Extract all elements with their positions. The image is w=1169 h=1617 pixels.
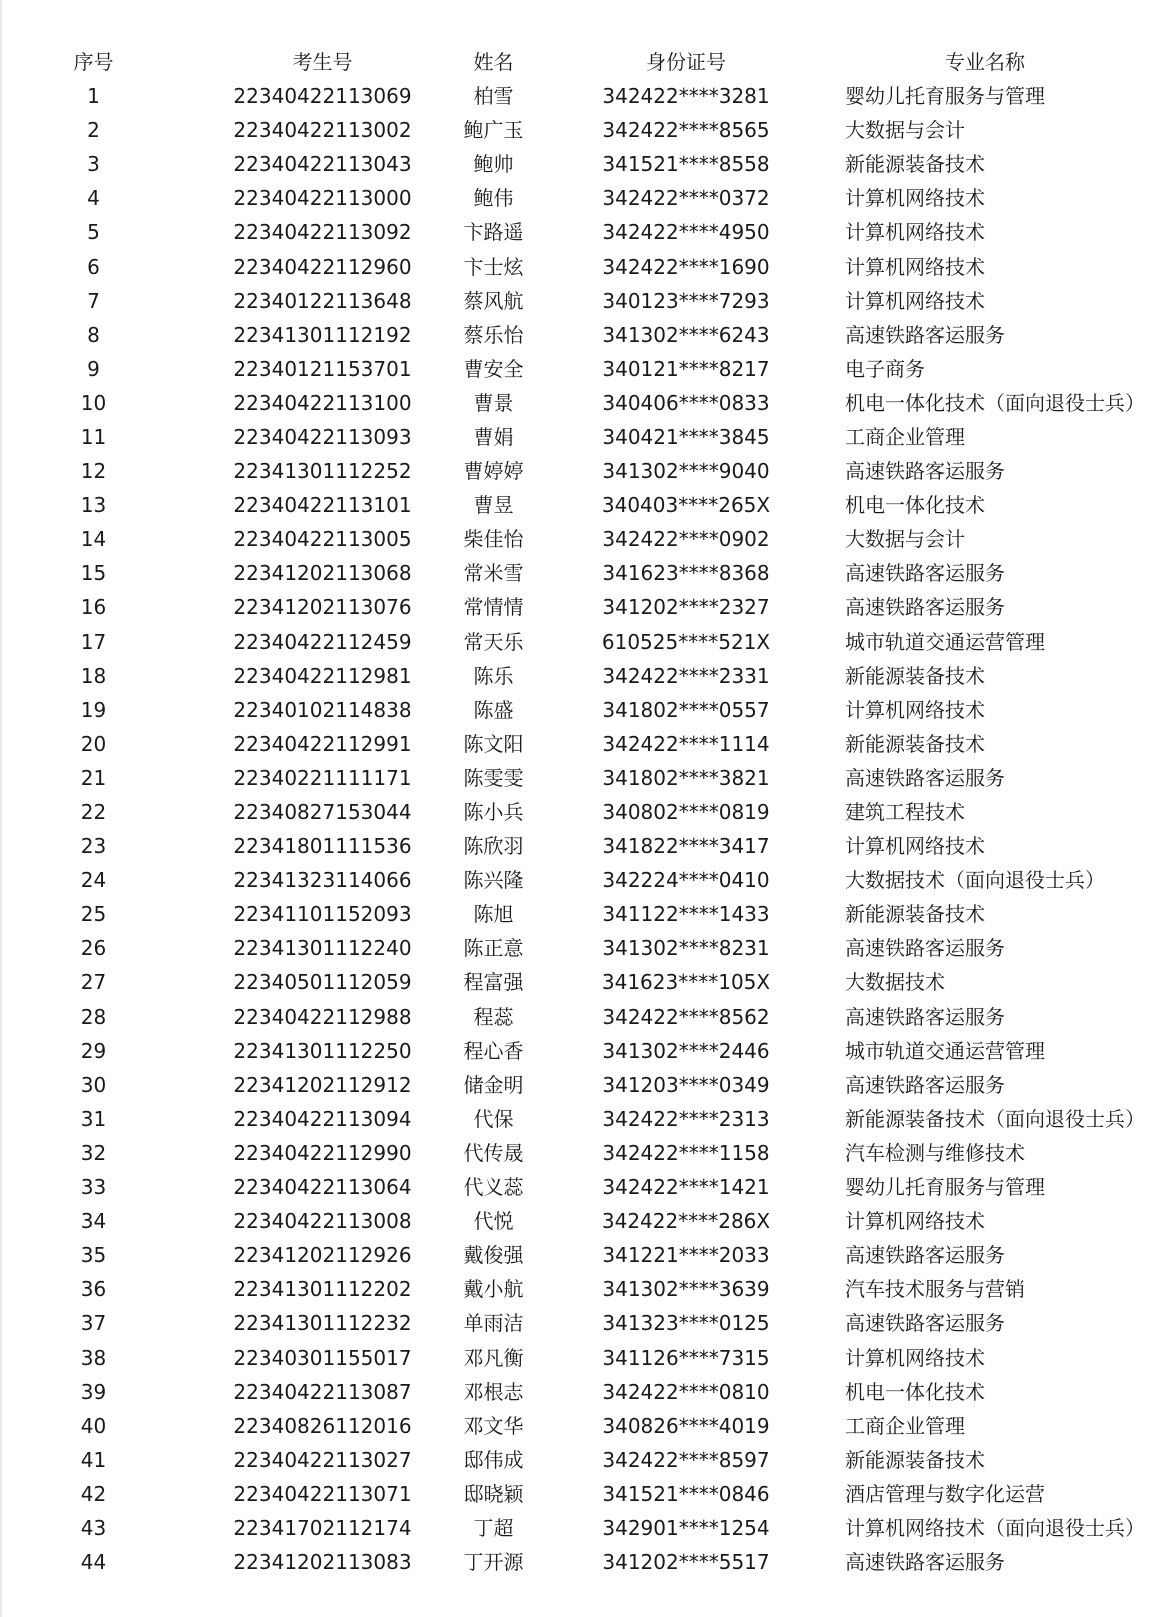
cell-name: 丁开源 bbox=[463, 1550, 524, 1575]
cell-major: 汽车检测与维修技术 bbox=[845, 1140, 1025, 1165]
table-row bbox=[2, 1068, 1169, 1102]
cell-id-no: 341302****9040 bbox=[602, 459, 770, 484]
table-row bbox=[2, 727, 1169, 761]
cell-id-no: 342422****8565 bbox=[602, 118, 770, 143]
cell-exam-no: 22340422113005 bbox=[233, 527, 412, 552]
cell-name: 代保 bbox=[473, 1106, 514, 1131]
cell-exam-no: 22340422113008 bbox=[233, 1209, 412, 1234]
cell-seq: 4 bbox=[87, 186, 100, 211]
cell-id-no: 342422****0372 bbox=[602, 186, 770, 211]
cell-exam-no: 22340102114838 bbox=[233, 697, 412, 722]
cell-name: 邓凡衡 bbox=[463, 1345, 524, 1370]
table-row bbox=[2, 863, 1169, 897]
cell-seq: 12 bbox=[80, 459, 107, 484]
cell-id-no: 341302****3639 bbox=[602, 1277, 770, 1302]
cell-seq: 34 bbox=[80, 1209, 107, 1234]
cell-seq: 36 bbox=[80, 1277, 107, 1302]
cell-exam-no: 22341101152093 bbox=[233, 902, 412, 927]
cell-seq: 9 bbox=[87, 356, 100, 381]
cell-id-no: 342422****286X bbox=[601, 1209, 771, 1234]
cell-id-no: 342422****0810 bbox=[602, 1379, 770, 1404]
cell-id-no: 340802****0819 bbox=[602, 800, 770, 825]
cell-exam-no: 22341202113076 bbox=[233, 595, 412, 620]
column-header-major: 专业名称 bbox=[945, 50, 1025, 74]
cell-exam-no: 22340221111171 bbox=[233, 765, 412, 790]
cell-seq: 10 bbox=[80, 390, 107, 415]
table-row bbox=[2, 249, 1169, 283]
cell-major: 高速铁路客运服务 bbox=[845, 322, 1005, 347]
cell-name: 邸伟成 bbox=[463, 1447, 524, 1472]
table-row bbox=[2, 795, 1169, 829]
cell-exam-no: 22340422112459 bbox=[233, 629, 412, 654]
cell-id-no: 340826****4019 bbox=[602, 1413, 770, 1438]
cell-major: 电子商务 bbox=[845, 356, 925, 381]
table-row bbox=[2, 1272, 1169, 1306]
cell-major: 高速铁路客运服务 bbox=[845, 765, 1005, 790]
cell-major: 新能源装备技术 bbox=[845, 152, 985, 177]
table-row bbox=[2, 897, 1169, 931]
table-row bbox=[2, 1443, 1169, 1477]
cell-name: 邓根志 bbox=[463, 1379, 524, 1404]
cell-exam-no: 22341301112202 bbox=[233, 1277, 412, 1302]
cell-seq: 18 bbox=[80, 663, 107, 688]
cell-name: 陈小兵 bbox=[463, 800, 524, 825]
cell-name: 卞路遥 bbox=[463, 220, 524, 245]
cell-id-no: 341202****2327 bbox=[602, 595, 770, 620]
cell-name: 蔡乐怡 bbox=[463, 322, 524, 347]
cell-id-no: 341521****8558 bbox=[602, 152, 770, 177]
cell-name: 鲍伟 bbox=[473, 186, 514, 211]
table-row bbox=[2, 488, 1169, 522]
cell-name: 丁超 bbox=[473, 1515, 514, 1540]
cell-id-no: 342422****1421 bbox=[602, 1175, 770, 1200]
cell-seq: 43 bbox=[80, 1515, 107, 1540]
cell-seq: 7 bbox=[87, 288, 100, 313]
table-row bbox=[2, 454, 1169, 488]
cell-id-no: 341802****0557 bbox=[602, 697, 770, 722]
cell-major: 工商企业管理 bbox=[845, 1413, 965, 1438]
cell-seq: 20 bbox=[80, 731, 107, 756]
cell-exam-no: 22340422113094 bbox=[233, 1106, 412, 1131]
cell-id-no: 342422****1114 bbox=[602, 731, 770, 756]
table-row bbox=[2, 1102, 1169, 1136]
cell-id-no: 342422****2313 bbox=[602, 1106, 770, 1131]
cell-seq: 41 bbox=[80, 1447, 107, 1472]
cell-major: 机电一体化技术（面向退役士兵） bbox=[845, 390, 1145, 415]
cell-seq: 28 bbox=[80, 1004, 107, 1029]
cell-name: 陈兴隆 bbox=[463, 868, 524, 893]
table-row bbox=[2, 147, 1169, 181]
cell-exam-no: 22340422112990 bbox=[233, 1140, 412, 1165]
cell-exam-no: 22341323114066 bbox=[233, 868, 412, 893]
cell-id-no: 340406****0833 bbox=[602, 390, 770, 415]
cell-name: 陈文阳 bbox=[463, 731, 524, 756]
cell-seq: 11 bbox=[80, 424, 107, 449]
cell-exam-no: 22340422112981 bbox=[233, 663, 412, 688]
cell-name: 柏雪 bbox=[473, 84, 514, 109]
cell-major: 计算机网络技术 bbox=[845, 220, 985, 245]
table-row bbox=[2, 1000, 1169, 1034]
cell-major: 计算机网络技术 bbox=[845, 834, 985, 859]
cell-seq: 42 bbox=[80, 1481, 107, 1506]
cell-id-no: 341302****2446 bbox=[602, 1038, 770, 1063]
cell-seq: 8 bbox=[87, 322, 100, 347]
column-header-exam-no: 考生号 bbox=[292, 50, 353, 74]
cell-major: 高速铁路客运服务 bbox=[845, 936, 1005, 961]
cell-major: 新能源装备技术 bbox=[845, 663, 985, 688]
cell-major: 大数据技术（面向退役士兵） bbox=[845, 868, 1105, 893]
cell-id-no: 340403****265X bbox=[601, 493, 771, 518]
table-row bbox=[2, 318, 1169, 352]
cell-major: 机电一体化技术 bbox=[845, 493, 985, 518]
cell-id-no: 341302****6243 bbox=[602, 322, 770, 347]
cell-exam-no: 22340122113648 bbox=[233, 288, 412, 313]
table-row bbox=[2, 1511, 1169, 1545]
cell-major: 新能源装备技术（面向退役士兵） bbox=[845, 1106, 1145, 1131]
cell-major: 机电一体化技术 bbox=[845, 1379, 985, 1404]
cell-major: 汽车技术服务与营销 bbox=[845, 1277, 1025, 1302]
cell-seq: 13 bbox=[80, 493, 107, 518]
cell-name: 陈乐 bbox=[473, 663, 514, 688]
cell-seq: 44 bbox=[80, 1550, 107, 1575]
cell-major: 高速铁路客运服务 bbox=[845, 1550, 1005, 1575]
cell-name: 曹娟 bbox=[473, 424, 514, 449]
cell-seq: 38 bbox=[80, 1345, 107, 1370]
cell-name: 常米雪 bbox=[463, 561, 524, 586]
cell-major: 高速铁路客运服务 bbox=[845, 1243, 1005, 1268]
cell-id-no: 341802****3821 bbox=[602, 765, 770, 790]
cell-exam-no: 22340422113087 bbox=[233, 1379, 412, 1404]
cell-name: 陈雯雯 bbox=[463, 765, 524, 790]
cell-seq: 33 bbox=[80, 1175, 107, 1200]
cell-exam-no: 22341702112174 bbox=[233, 1515, 412, 1540]
cell-exam-no: 22340422112988 bbox=[233, 1004, 412, 1029]
cell-id-no: 342422****2331 bbox=[602, 663, 770, 688]
cell-exam-no: 22340422113092 bbox=[233, 220, 412, 245]
cell-seq: 1 bbox=[87, 84, 100, 109]
column-header-seq: 序号 bbox=[73, 50, 114, 74]
cell-id-no: 340123****7293 bbox=[602, 288, 770, 313]
cell-major: 城市轨道交通运营管理 bbox=[845, 1038, 1045, 1063]
cell-seq: 40 bbox=[80, 1413, 107, 1438]
table-row bbox=[2, 1204, 1169, 1238]
cell-exam-no: 22341301112252 bbox=[233, 459, 412, 484]
cell-name: 程富强 bbox=[463, 970, 524, 995]
cell-id-no: 341202****5517 bbox=[602, 1550, 770, 1575]
cell-id-no: 342224****0410 bbox=[602, 868, 770, 893]
cell-exam-no: 22340422112960 bbox=[233, 254, 412, 279]
cell-major: 高速铁路客运服务 bbox=[845, 1311, 1005, 1336]
cell-seq: 27 bbox=[80, 970, 107, 995]
cell-major: 计算机网络技术 bbox=[845, 288, 985, 313]
cell-seq: 32 bbox=[80, 1140, 107, 1165]
cell-major: 计算机网络技术 bbox=[845, 186, 985, 211]
cell-exam-no: 22340422113000 bbox=[233, 186, 412, 211]
table-row bbox=[2, 1034, 1169, 1068]
table-row bbox=[2, 284, 1169, 318]
cell-major: 新能源装备技术 bbox=[845, 1447, 985, 1472]
cell-name: 鲍广玉 bbox=[463, 118, 524, 143]
cell-exam-no: 22341202112926 bbox=[233, 1243, 412, 1268]
table-row bbox=[2, 556, 1169, 590]
cell-exam-no: 22341202113068 bbox=[233, 561, 412, 586]
cell-name: 常情情 bbox=[463, 595, 524, 620]
cell-seq: 21 bbox=[80, 765, 107, 790]
cell-id-no: 342901****1254 bbox=[602, 1515, 770, 1540]
table-row bbox=[2, 352, 1169, 386]
table-body bbox=[2, 79, 1169, 1579]
cell-id-no: 341221****2033 bbox=[602, 1243, 770, 1268]
cell-name: 代传晟 bbox=[463, 1140, 524, 1165]
cell-exam-no: 22341202113083 bbox=[233, 1550, 412, 1575]
table-row bbox=[2, 420, 1169, 454]
cell-exam-no: 22341301112240 bbox=[233, 936, 412, 961]
cell-major: 计算机网络技术 bbox=[845, 697, 985, 722]
cell-name: 曹婷婷 bbox=[463, 459, 524, 484]
cell-id-no: 342422****3281 bbox=[602, 84, 770, 109]
cell-id-no: 341822****3417 bbox=[602, 834, 770, 859]
cell-id-no: 341122****1433 bbox=[602, 902, 770, 927]
table-row bbox=[2, 1409, 1169, 1443]
cell-id-no: 341623****105X bbox=[601, 970, 771, 995]
cell-major: 婴幼儿托育服务与管理 bbox=[845, 1175, 1045, 1200]
cell-major: 高速铁路客运服务 bbox=[845, 459, 1005, 484]
cell-name: 程蕊 bbox=[473, 1004, 514, 1029]
cell-exam-no: 22340422113027 bbox=[233, 1447, 412, 1472]
cell-major: 新能源装备技术 bbox=[845, 731, 985, 756]
cell-name: 邓文华 bbox=[463, 1413, 524, 1438]
cell-major: 大数据与会计 bbox=[845, 118, 965, 143]
cell-name: 陈旭 bbox=[473, 902, 514, 927]
cell-seq: 29 bbox=[80, 1038, 107, 1063]
table-row bbox=[2, 1375, 1169, 1409]
table-row bbox=[2, 829, 1169, 863]
table-row bbox=[2, 625, 1169, 659]
cell-id-no: 341203****0349 bbox=[602, 1072, 770, 1097]
cell-name: 戴俊强 bbox=[463, 1243, 524, 1268]
table-row bbox=[2, 113, 1169, 147]
cell-seq: 3 bbox=[87, 152, 100, 177]
table-row bbox=[2, 79, 1169, 113]
cell-seq: 24 bbox=[80, 868, 107, 893]
cell-name: 程心香 bbox=[463, 1038, 524, 1063]
cell-exam-no: 22340422113100 bbox=[233, 390, 412, 415]
cell-name: 陈盛 bbox=[473, 697, 514, 722]
cell-seq: 19 bbox=[80, 697, 107, 722]
table-row bbox=[2, 659, 1169, 693]
cell-major: 工商企业管理 bbox=[845, 424, 965, 449]
cell-seq: 2 bbox=[87, 118, 100, 143]
cell-id-no: 342422****1690 bbox=[602, 254, 770, 279]
cell-seq: 16 bbox=[80, 595, 107, 620]
cell-id-no: 341302****8231 bbox=[602, 936, 770, 961]
cell-exam-no: 22341301112192 bbox=[233, 322, 412, 347]
table-row bbox=[2, 386, 1169, 420]
cell-exam-no: 22340422113002 bbox=[233, 118, 412, 143]
cell-id-no: 341126****7315 bbox=[602, 1345, 770, 1370]
cell-exam-no: 22340121153701 bbox=[233, 356, 412, 381]
cell-id-no: 342422****0902 bbox=[602, 527, 770, 552]
column-header-name: 姓名 bbox=[473, 50, 514, 74]
cell-id-no: 610525****521X bbox=[601, 629, 771, 654]
cell-name: 曹安全 bbox=[463, 356, 524, 381]
cell-major: 高速铁路客运服务 bbox=[845, 561, 1005, 586]
cell-id-no: 341521****0846 bbox=[602, 1481, 770, 1506]
table-row bbox=[2, 693, 1169, 727]
cell-major: 计算机网络技术 bbox=[845, 1345, 985, 1370]
cell-name: 陈欣羽 bbox=[463, 834, 524, 859]
cell-major: 酒店管理与数字化运营 bbox=[845, 1481, 1045, 1506]
cell-name: 代悦 bbox=[473, 1209, 514, 1234]
cell-exam-no: 22340501112059 bbox=[233, 970, 412, 995]
cell-name: 曹昱 bbox=[473, 493, 514, 518]
cell-name: 蔡风航 bbox=[463, 288, 524, 313]
table-row bbox=[2, 181, 1169, 215]
cell-id-no: 342422****8597 bbox=[602, 1447, 770, 1472]
table-row bbox=[2, 1545, 1169, 1579]
cell-major: 高速铁路客运服务 bbox=[845, 1004, 1005, 1029]
cell-id-no: 341323****0125 bbox=[602, 1311, 770, 1336]
cell-name: 卞士炫 bbox=[463, 254, 524, 279]
cell-seq: 22 bbox=[80, 800, 107, 825]
cell-seq: 31 bbox=[80, 1106, 107, 1131]
table-row bbox=[2, 761, 1169, 795]
cell-exam-no: 22340422113064 bbox=[233, 1175, 412, 1200]
cell-seq: 15 bbox=[80, 561, 107, 586]
cell-seq: 39 bbox=[80, 1379, 107, 1404]
cell-seq: 23 bbox=[80, 834, 107, 859]
cell-seq: 17 bbox=[80, 629, 107, 654]
cell-seq: 14 bbox=[80, 527, 107, 552]
cell-major: 新能源装备技术 bbox=[845, 902, 985, 927]
cell-name: 代义蕊 bbox=[463, 1175, 524, 1200]
cell-name: 邸晓颖 bbox=[463, 1481, 524, 1506]
cell-seq: 26 bbox=[80, 936, 107, 961]
cell-id-no: 342422****4950 bbox=[602, 220, 770, 245]
cell-seq: 35 bbox=[80, 1243, 107, 1268]
cell-exam-no: 22341801111536 bbox=[233, 834, 412, 859]
cell-exam-no: 22340422113043 bbox=[233, 152, 412, 177]
cell-exam-no: 22340422113101 bbox=[233, 493, 412, 518]
cell-seq: 25 bbox=[80, 902, 107, 927]
cell-name: 单雨洁 bbox=[463, 1311, 524, 1336]
cell-seq: 30 bbox=[80, 1072, 107, 1097]
cell-id-no: 340421****3845 bbox=[602, 424, 770, 449]
cell-major: 婴幼儿托育服务与管理 bbox=[845, 84, 1045, 109]
cell-exam-no: 22340422112991 bbox=[233, 731, 412, 756]
table-row bbox=[2, 1306, 1169, 1340]
cell-major: 计算机网络技术 bbox=[845, 1209, 985, 1234]
table-header-row bbox=[2, 45, 1169, 79]
cell-name: 曹景 bbox=[473, 390, 514, 415]
cell-major: 建筑工程技术 bbox=[845, 800, 965, 825]
cell-seq: 6 bbox=[87, 254, 100, 279]
cell-name: 鲍帅 bbox=[473, 152, 514, 177]
cell-exam-no: 22340826112016 bbox=[233, 1413, 412, 1438]
cell-name: 常天乐 bbox=[463, 629, 524, 654]
table-row bbox=[2, 1340, 1169, 1374]
table-row bbox=[2, 1136, 1169, 1170]
table-row bbox=[2, 931, 1169, 965]
cell-id-no: 340121****8217 bbox=[602, 356, 770, 381]
cell-seq: 5 bbox=[87, 220, 100, 245]
table-row bbox=[2, 965, 1169, 999]
admission-list-table bbox=[2, 45, 1169, 1579]
cell-name: 陈正意 bbox=[463, 936, 524, 961]
cell-major: 大数据与会计 bbox=[845, 527, 965, 552]
cell-exam-no: 22340422113069 bbox=[233, 84, 412, 109]
cell-exam-no: 22340422113071 bbox=[233, 1481, 412, 1506]
table-row bbox=[2, 1238, 1169, 1272]
cell-name: 柴佳怡 bbox=[463, 527, 524, 552]
table-row bbox=[2, 1477, 1169, 1511]
cell-exam-no: 22340301155017 bbox=[233, 1345, 412, 1370]
cell-major: 大数据技术 bbox=[845, 970, 945, 995]
cell-major: 计算机网络技术 bbox=[845, 254, 985, 279]
cell-id-no: 342422****1158 bbox=[602, 1140, 770, 1165]
cell-name: 储金明 bbox=[463, 1072, 524, 1097]
cell-exam-no: 22340827153044 bbox=[233, 800, 412, 825]
cell-id-no: 341623****8368 bbox=[602, 561, 770, 586]
table-row bbox=[2, 590, 1169, 624]
table-row bbox=[2, 522, 1169, 556]
cell-seq: 37 bbox=[80, 1311, 107, 1336]
table-row bbox=[2, 1170, 1169, 1204]
cell-exam-no: 22341202112912 bbox=[233, 1072, 412, 1097]
table-row bbox=[2, 215, 1169, 249]
cell-name: 戴小航 bbox=[463, 1277, 524, 1302]
cell-major: 计算机网络技术（面向退役士兵） bbox=[845, 1515, 1145, 1540]
cell-exam-no: 22341301112232 bbox=[233, 1311, 412, 1336]
cell-exam-no: 22341301112250 bbox=[233, 1038, 412, 1063]
cell-major: 城市轨道交通运营管理 bbox=[845, 629, 1045, 654]
cell-id-no: 342422****8562 bbox=[602, 1004, 770, 1029]
column-header-id-no: 身份证号 bbox=[646, 50, 726, 74]
cell-major: 高速铁路客运服务 bbox=[845, 1072, 1005, 1097]
cell-major: 高速铁路客运服务 bbox=[845, 595, 1005, 620]
cell-exam-no: 22340422113093 bbox=[233, 424, 412, 449]
